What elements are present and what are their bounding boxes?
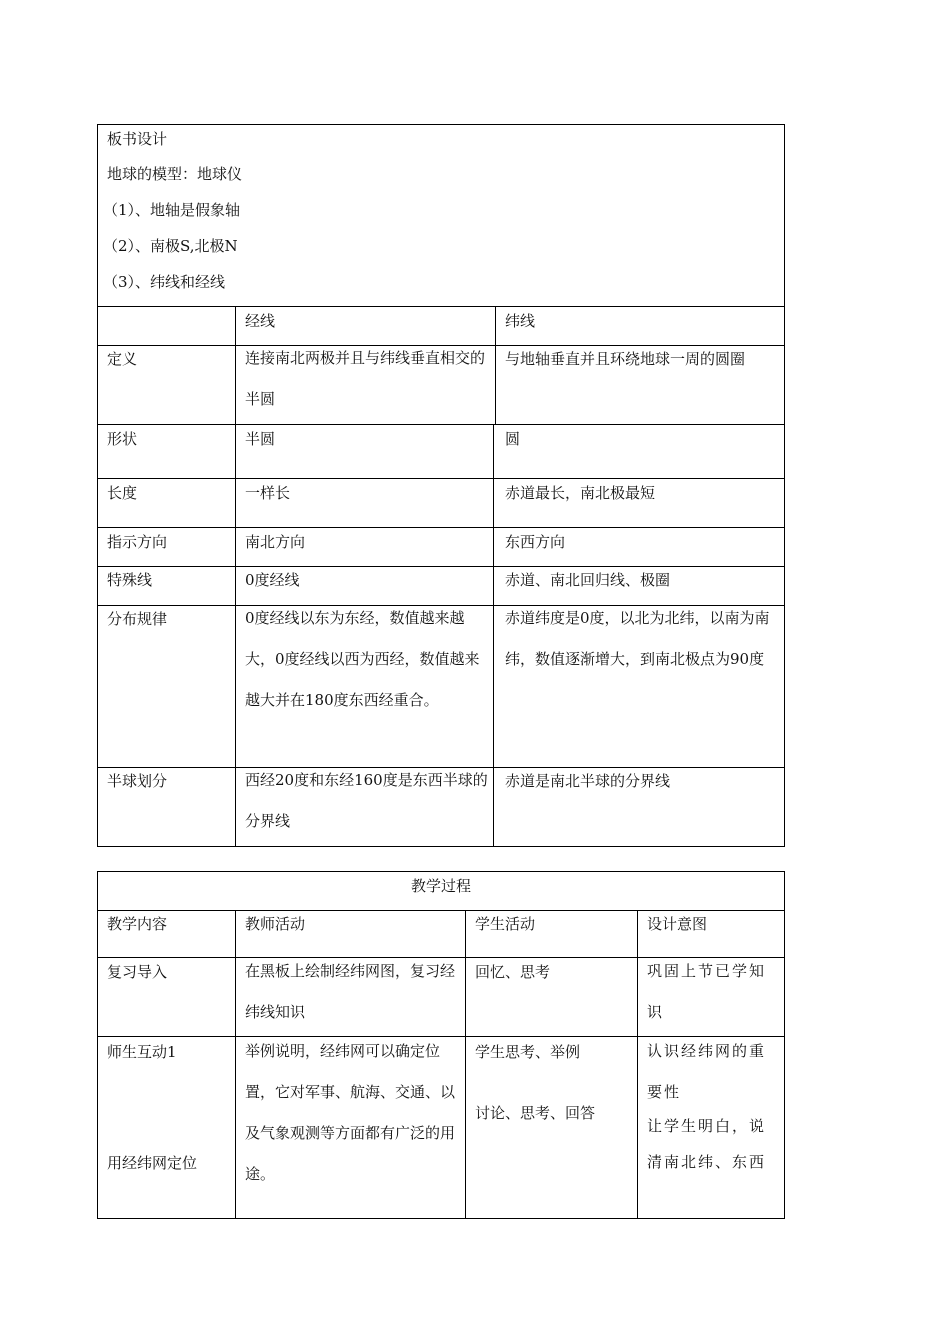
board-heading: 板书设计 bbox=[107, 130, 168, 148]
row-label: 长度 bbox=[107, 484, 138, 502]
parallel-cell: 赤道最长，南北极最短 bbox=[505, 484, 656, 502]
column-divider bbox=[235, 306, 236, 847]
parallel-cell: 与地轴垂直并且环绕地球一周的圆圈 bbox=[505, 350, 746, 368]
board-point: （3）、纬线和经线 bbox=[103, 273, 226, 291]
row-divider bbox=[97, 478, 785, 479]
intent-cell: 让学生明白，说清南北纬、东西 bbox=[647, 1117, 767, 1171]
student-cell: 讨论、思考、回答 bbox=[475, 1104, 596, 1122]
parallel-cell: 东西方向 bbox=[505, 533, 566, 551]
row-label: 形状 bbox=[107, 430, 138, 448]
content-cell: 复习导入 bbox=[107, 963, 168, 981]
header-parallel: 纬线 bbox=[505, 312, 536, 330]
header-meridian: 经线 bbox=[245, 312, 276, 330]
column-divider bbox=[637, 910, 638, 1219]
row-divider bbox=[97, 527, 785, 528]
board-point: （1）、地轴是假象轴 bbox=[103, 201, 241, 219]
row-divider bbox=[97, 424, 785, 425]
row-label: 指示方向 bbox=[107, 533, 168, 551]
student-cell: 学生思考、举例 bbox=[475, 1043, 581, 1061]
meridian-cell: 半圆 bbox=[245, 430, 276, 448]
row-label: 半球划分 bbox=[107, 772, 168, 790]
content-cell: 用经纬网定位 bbox=[107, 1154, 198, 1172]
meridian-cell: 0度经线以东为东经，数值越来越大，0度经线以西为西经，数值越来越大并在180度东西经重合。 bbox=[245, 609, 480, 709]
parallel-cell: 赤道、南北回归线、极圈 bbox=[505, 571, 671, 589]
student-cell: 回忆、思考 bbox=[475, 963, 551, 981]
teacher-cell: 举例说明，经纬网可以确定位置，它对军事、航海、交通、以及气象观测等方面都有广泛的用途。 bbox=[245, 1042, 456, 1183]
column-divider bbox=[493, 424, 494, 847]
teacher-cell: 在黑板上绘制经纬网图，复习经纬线知识 bbox=[245, 962, 456, 1021]
row-divider bbox=[97, 566, 785, 567]
board-model-line: 地球的模型：地球仪 bbox=[107, 165, 243, 183]
meridian-cell: 南北方向 bbox=[245, 533, 306, 551]
meridian-cell: 西经20度和东经160度是东西半球的分界线 bbox=[245, 771, 488, 830]
header-student: 学生活动 bbox=[475, 915, 536, 933]
parallel-cell: 圆 bbox=[505, 430, 521, 448]
row-divider bbox=[97, 306, 785, 307]
header-intent: 设计意图 bbox=[647, 915, 708, 933]
board-design-table bbox=[97, 124, 785, 847]
row-label: 分布规律 bbox=[107, 610, 168, 628]
parallel-cell: 赤道纬度是0度，以北为北纬，以南为南纬，数值逐渐增大，到南北极点为90度 bbox=[505, 609, 770, 668]
parallel-cell: 赤道是南北半球的分界线 bbox=[505, 772, 671, 790]
row-divider bbox=[97, 910, 785, 911]
column-divider bbox=[465, 910, 466, 1219]
meridian-cell: 连接南北两极并且与纬线垂直相交的半圆 bbox=[245, 349, 486, 408]
header-teacher: 教师活动 bbox=[245, 915, 306, 933]
intent-cell: 巩固上节已学知识 bbox=[647, 962, 767, 1021]
board-point: （2）、南极S,北极N bbox=[103, 237, 238, 255]
column-divider bbox=[495, 306, 496, 424]
content-cell: 师生互动1 bbox=[107, 1043, 177, 1061]
row-label: 定义 bbox=[107, 350, 138, 368]
meridian-cell: 0度经线 bbox=[245, 571, 300, 589]
column-divider bbox=[235, 910, 236, 1219]
header-content: 教学内容 bbox=[107, 915, 168, 933]
meridian-cell: 一样长 bbox=[245, 484, 291, 502]
row-label: 特殊线 bbox=[107, 571, 153, 589]
intent-cell: 认识经纬网的重要性 bbox=[647, 1042, 767, 1101]
process-title: 教学过程 bbox=[410, 877, 471, 895]
